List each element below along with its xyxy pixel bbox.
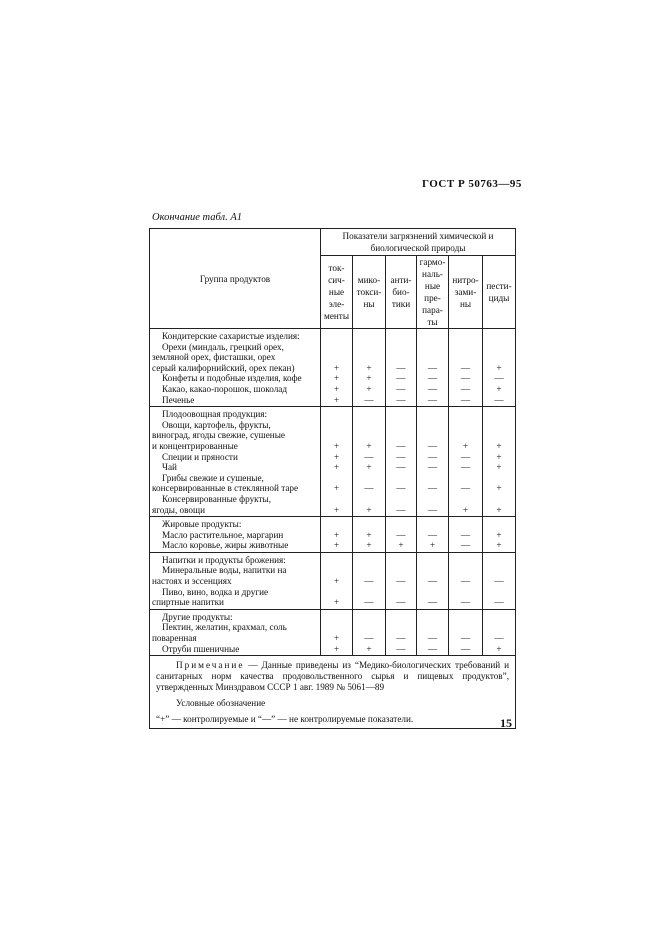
indicator-mark: —: [427, 451, 438, 462]
product-line: Минеральные воды, напитки на: [162, 565, 287, 576]
column-header-word: ные: [328, 287, 345, 297]
document-code: ГОСТ Р 50763—95: [422, 178, 522, 190]
indicator-mark: —: [494, 576, 504, 587]
product-line: Пиво, вино, водка и другие: [162, 586, 269, 597]
indicator-mark: [419, 430, 446, 441]
indicator-mark: —: [427, 643, 438, 654]
indicator-mark: —: [396, 633, 406, 644]
indicator-mark: [451, 331, 480, 342]
indicator-mark: —: [427, 462, 438, 473]
contaminants-table: [149, 228, 516, 729]
indicator-mark: —: [364, 394, 374, 405]
indicator-mark: —: [460, 633, 471, 644]
indicator-mark: +: [496, 529, 502, 540]
column-header-word: мико-: [357, 275, 381, 285]
column-header-word: пести-: [486, 281, 512, 291]
indicator-mark: [355, 565, 383, 576]
indicator-mark: +: [398, 540, 404, 551]
indicator-mark: [355, 494, 383, 505]
indicator-cell: [449, 552, 483, 609]
indicator-mark: [323, 565, 350, 576]
legend-text: “+” — контролируемые и “—” — не контролируемые показатели.: [156, 714, 414, 725]
indicator-mark: [485, 430, 513, 441]
indicator-mark: —: [396, 643, 406, 654]
product-group-cell: [150, 329, 321, 407]
indicator-mark: [388, 494, 414, 505]
indicator-mark: [355, 409, 383, 420]
column-header-word: наль-: [422, 269, 443, 279]
product-line: серый калифорнийский, орех пекан): [152, 362, 295, 373]
indicator-mark: [355, 555, 383, 566]
indicator-mark: [419, 342, 446, 353]
indicator-mark: [388, 565, 414, 576]
indicator-mark: [451, 555, 480, 566]
column-header-word: пре-: [424, 293, 441, 303]
indicator-mark: —: [396, 504, 406, 515]
indicator-mark: —: [427, 597, 438, 608]
indicator-mark: —: [460, 529, 471, 540]
indicator-mark: —: [427, 440, 438, 451]
indicator-mark: —: [427, 483, 438, 494]
indicator-mark: —: [396, 383, 406, 394]
indicator-mark: +: [366, 362, 372, 373]
product-line: Конфеты и подобные изделия, кофе: [162, 373, 302, 384]
note-cell: [150, 656, 516, 729]
indicator-mark: —: [427, 529, 438, 540]
indicator-mark: —: [396, 373, 406, 384]
indicator-cell: [449, 609, 483, 655]
indicator-mark: +: [366, 643, 372, 654]
indicator-mark: [419, 565, 446, 576]
indicator-mark: [388, 342, 414, 353]
table-row: [150, 407, 516, 517]
indicator-mark: [355, 352, 383, 363]
table-row: [150, 329, 516, 407]
indicator-cell: [449, 329, 483, 407]
indicator-mark: [419, 622, 446, 633]
product-group-cell: [150, 552, 321, 609]
indicator-cell: [353, 609, 386, 655]
indicator-mark: —: [494, 633, 504, 644]
indicator-mark: [388, 473, 414, 484]
indicator-mark: [451, 473, 480, 484]
column-header-word: анти-: [390, 275, 412, 285]
indicator-mark: —: [427, 394, 438, 405]
indicator-cell: [417, 329, 449, 407]
column-header-4: [417, 256, 449, 329]
indicator-mark: [419, 352, 446, 363]
indicator-mark: —: [396, 597, 406, 608]
product-line: Консервированные фрукты,: [162, 493, 272, 504]
indicator-cell: [483, 552, 516, 609]
indicator-mark: +: [496, 383, 502, 394]
indicator-mark: +: [333, 383, 340, 394]
indicator-mark: [451, 342, 480, 353]
indicator-mark: +: [366, 529, 372, 540]
indicator-mark: [419, 420, 446, 431]
indicator-mark: +: [333, 483, 340, 494]
indicator-mark: +: [333, 633, 340, 644]
indicator-mark: +: [366, 540, 372, 551]
indicator-mark: [485, 352, 513, 363]
indicator-mark: [388, 519, 414, 530]
indicator-mark: [485, 555, 513, 566]
product-line: Жировые продукты:: [162, 519, 242, 530]
indicator-mark: —: [427, 504, 438, 515]
indicator-mark: —: [396, 529, 406, 540]
indicator-mark: [419, 612, 446, 623]
indicator-mark: —: [460, 643, 471, 654]
column-header-word: ток-: [328, 263, 345, 273]
indicator-mark: +: [496, 451, 502, 462]
column-header-2: [353, 256, 386, 329]
indicator-mark: [451, 519, 480, 530]
indicator-cell: [386, 407, 417, 517]
product-line: поваренная: [152, 633, 197, 644]
indicator-mark: +: [366, 383, 372, 394]
indicator-mark: —: [460, 373, 471, 384]
indicator-mark: —: [427, 576, 438, 587]
indicator-mark: [419, 519, 446, 530]
indicator-mark: [355, 331, 383, 342]
indicator-mark: [419, 409, 446, 420]
indicator-mark: +: [333, 362, 340, 373]
indicator-mark: +: [366, 462, 372, 473]
indicator-mark: —: [396, 576, 406, 587]
product-line: консервированные в стеклянной таре: [152, 483, 299, 494]
indicator-mark: [485, 331, 513, 342]
indicator-mark: +: [333, 440, 340, 451]
indicator-mark: [388, 430, 414, 441]
indicator-mark: [323, 409, 350, 420]
indicator-mark: +: [429, 540, 436, 551]
indicator-mark: +: [496, 540, 502, 551]
indicator-mark: [323, 555, 350, 566]
product-line: Овощи, картофель, фрукты,: [162, 419, 271, 430]
column-header-6: [483, 256, 516, 329]
indicator-mark: [388, 587, 414, 598]
product-line: ягоды, овощи: [152, 504, 205, 515]
indicator-cell: [449, 517, 483, 553]
column-header-word: пара-: [422, 305, 443, 315]
indicator-cell: [449, 407, 483, 517]
indicator-cell: [386, 517, 417, 553]
indicator-mark: [451, 409, 480, 420]
indicator-mark: —: [460, 394, 471, 405]
indicator-mark: [388, 420, 414, 431]
indicator-mark: +: [333, 462, 340, 473]
column-header-word: био-: [392, 287, 410, 297]
indicator-mark: [451, 612, 480, 623]
indicator-mark: [485, 409, 513, 420]
indicator-mark: [419, 473, 446, 484]
legend-title: Условные обозначение: [176, 698, 266, 709]
indicator-mark: +: [496, 440, 502, 451]
indicator-mark: [323, 331, 350, 342]
indicator-mark: —: [364, 597, 374, 608]
indicator-mark: [451, 420, 480, 431]
indicator-mark: +: [496, 643, 502, 654]
indicator-mark: [323, 342, 350, 353]
product-group-cell: [150, 517, 321, 553]
product-line: Масло коровье, жиры животные: [162, 540, 289, 551]
indicator-mark: [451, 430, 480, 441]
product-line: Какао, какао-порошок, шоколад: [162, 383, 288, 394]
product-line: Кондитерские сахаристые изделия:: [162, 331, 300, 341]
column-header-3: [386, 256, 417, 329]
indicator-mark: [355, 612, 383, 623]
indicator-cell: [321, 609, 353, 655]
indicator-mark: +: [366, 440, 372, 451]
indicator-mark: —: [460, 362, 471, 373]
indicator-mark: +: [462, 440, 469, 451]
indicator-mark: [451, 352, 480, 363]
indicator-mark: [323, 494, 350, 505]
indicator-mark: —: [396, 483, 406, 494]
note-label: Примечание: [176, 660, 245, 671]
indicator-cell: [353, 329, 386, 407]
product-line: настоях и эссенциях: [152, 576, 232, 587]
indicator-mark: [419, 331, 446, 342]
indicator-cell: [386, 609, 417, 655]
indicator-mark: +: [333, 643, 340, 654]
indicator-mark: —: [460, 383, 471, 394]
indicator-mark: —: [396, 462, 406, 473]
indicator-mark: +: [496, 462, 502, 473]
indicator-mark: [485, 519, 513, 530]
indicator-cell: [483, 517, 516, 553]
indicator-mark: [451, 494, 480, 505]
page-number: 15: [500, 716, 512, 730]
indicator-mark: +: [496, 483, 502, 494]
indicator-mark: —: [427, 362, 438, 373]
indicator-mark: —: [364, 576, 374, 587]
product-line: спиртные напитки: [152, 597, 224, 608]
product-line: и концентрированные: [152, 440, 238, 451]
indicator-mark: [388, 409, 414, 420]
product-line: Орехи (миндаль, грецкий орех,: [162, 341, 284, 352]
product-line: Масло растительное, маргарин: [162, 529, 284, 540]
product-line: Пектин, желатин, крахмал, соль: [162, 622, 287, 633]
indicator-mark: +: [333, 394, 340, 405]
indicator-mark: [388, 622, 414, 633]
indicator-mark: [485, 494, 513, 505]
indicator-mark: —: [396, 451, 406, 462]
indicator-mark: —: [364, 483, 374, 494]
product-group-cell: [150, 609, 321, 655]
column-header-word: зами-: [454, 287, 477, 297]
indicator-mark: [485, 612, 513, 623]
product-line: Отруби пшеничные: [162, 643, 240, 654]
indicator-cell: [483, 609, 516, 655]
indicator-mark: —: [427, 633, 438, 644]
indicator-mark: [388, 555, 414, 566]
note-text: — Данные приведены из “Медико-биологических требований и санитарных норм качества продовольственного сырья и пищевых продуктов”, утвержденных Минздравом СССР 1 авг. 1989 № 5061—89: [156, 660, 510, 693]
indicator-mark: [323, 622, 350, 633]
column-header-word: ты: [427, 317, 438, 327]
column-header-word: эле-: [328, 299, 345, 309]
indicator-mark: —: [364, 633, 374, 644]
indicator-mark: +: [333, 451, 340, 462]
indicator-cell: [417, 517, 449, 553]
table-caption: Окончание табл. А1: [152, 212, 243, 223]
indicator-mark: —: [396, 394, 406, 405]
indicator-mark: +: [366, 504, 372, 515]
indicator-cell: [417, 407, 449, 517]
indicator-mark: —: [494, 394, 504, 405]
indicator-mark: [419, 555, 446, 566]
indicator-mark: [485, 420, 513, 431]
column-header-word: сич-: [328, 275, 345, 285]
indicator-mark: [355, 430, 383, 441]
product-line: Печенье: [162, 394, 195, 405]
indicator-mark: —: [460, 540, 471, 551]
indicator-mark: [451, 622, 480, 633]
product-line: Чай: [162, 462, 177, 473]
product-line: Грибы свежие и сушеные,: [162, 472, 264, 483]
column-header-word: тики: [391, 299, 411, 309]
column-header-word: циды: [488, 293, 510, 303]
indicator-mark: [323, 612, 350, 623]
column-header-word: менты: [324, 311, 349, 321]
column-header-5: [449, 256, 483, 329]
column-header-word: ны: [459, 299, 472, 309]
indicator-mark: [451, 587, 480, 598]
indicator-mark: [485, 622, 513, 633]
indicator-cell: [321, 552, 353, 609]
indicator-mark: [451, 565, 480, 576]
product-line: Плодоовощная продукция:: [162, 409, 268, 420]
indicator-mark: —: [494, 373, 504, 384]
indicator-mark: [355, 420, 383, 431]
product-line: Напитки и продукты брожения:: [162, 554, 286, 565]
table-row: [150, 552, 516, 609]
indicator-cell: [353, 517, 386, 553]
indicator-cell: [386, 329, 417, 407]
indicator-mark: +: [462, 504, 469, 515]
note-row: [150, 656, 516, 729]
indicator-mark: —: [494, 597, 504, 608]
indicator-cell: [321, 407, 353, 517]
product-line: земляной орех, фисташки, орех: [152, 352, 276, 363]
indicator-mark: [388, 612, 414, 623]
indicator-mark: —: [460, 576, 471, 587]
indicator-mark: —: [460, 483, 471, 494]
indicator-mark: [485, 342, 513, 353]
column-header-word: гармо-: [419, 257, 446, 267]
indicator-mark: [355, 622, 383, 633]
product-line: виноград, ягоды свежие, сушеные: [152, 430, 285, 441]
indicator-mark: +: [333, 373, 340, 384]
indicator-mark: [323, 519, 350, 530]
indicator-mark: +: [333, 597, 340, 608]
indicator-mark: +: [496, 362, 502, 373]
indicator-mark: +: [496, 504, 502, 515]
indicator-mark: [485, 587, 513, 598]
note-paragraph: [156, 660, 509, 693]
indicator-mark: —: [427, 373, 438, 384]
indicator-cell: [417, 552, 449, 609]
indicator-mark: +: [333, 540, 340, 551]
column-header-word: ны: [363, 299, 375, 309]
indicator-mark: +: [333, 576, 340, 587]
indicator-mark: [388, 352, 414, 363]
product-line: Другие продукты:: [162, 611, 233, 622]
indicator-mark: [419, 587, 446, 598]
indicator-mark: —: [396, 440, 406, 451]
group-header: Группа продуктов: [150, 229, 321, 329]
indicator-mark: —: [460, 462, 471, 473]
indicator-mark: [323, 473, 350, 484]
indicator-cell: [353, 407, 386, 517]
indicator-cell: [483, 329, 516, 407]
indicator-mark: [323, 587, 350, 598]
indicator-mark: [419, 494, 446, 505]
indicator-mark: [355, 587, 383, 598]
indicator-mark: +: [366, 373, 372, 384]
column-header-word: токси-: [356, 287, 382, 297]
table-row: [150, 609, 516, 655]
indicator-mark: [355, 519, 383, 530]
indicator-mark: +: [333, 504, 340, 515]
indicator-mark: [355, 473, 383, 484]
column-header-1: [321, 256, 353, 329]
product-group-cell: [150, 407, 321, 517]
indicator-cell: [321, 517, 353, 553]
indicator-mark: +: [333, 529, 340, 540]
indicator-mark: [485, 565, 513, 576]
indicator-mark: —: [396, 362, 406, 373]
indicator-cell: [353, 552, 386, 609]
indicator-mark: —: [460, 597, 471, 608]
indicators-header: Показатели загрязнений химической и биологической природы: [321, 229, 516, 256]
indicator-mark: [388, 331, 414, 342]
indicator-mark: [323, 352, 350, 363]
indicator-mark: —: [427, 383, 438, 394]
indicator-cell: [417, 609, 449, 655]
indicator-mark: —: [460, 451, 471, 462]
product-line: Специи и пряности: [162, 451, 238, 462]
column-header-word: нитро-: [452, 275, 479, 285]
table-row: [150, 517, 516, 553]
indicator-mark: —: [364, 451, 374, 462]
column-header-word: ные: [424, 281, 441, 291]
indicator-cell: [386, 552, 417, 609]
indicator-cell: [321, 329, 353, 407]
indicator-mark: [485, 473, 513, 484]
indicator-mark: [323, 430, 350, 441]
indicator-cell: [483, 407, 516, 517]
indicator-mark: [323, 420, 350, 431]
indicator-mark: [355, 342, 383, 353]
